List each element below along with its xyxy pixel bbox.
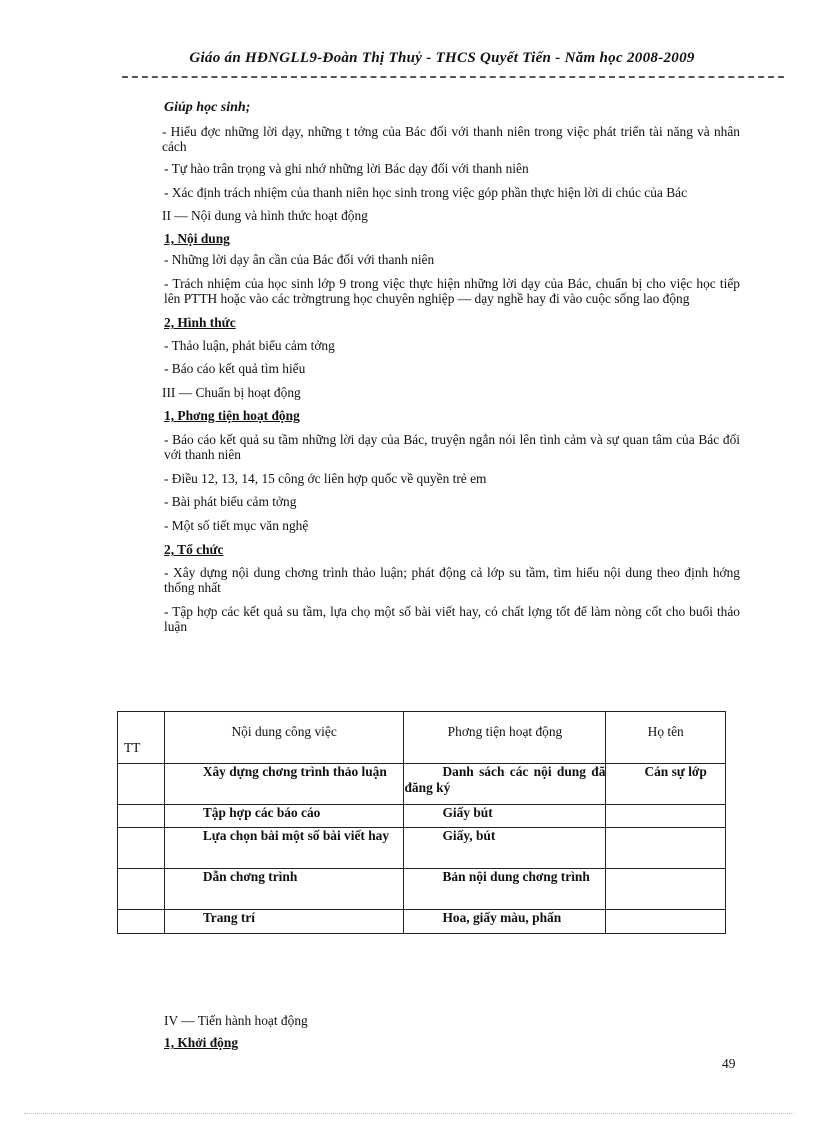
cell-task: Tập hợp các báo cáo — [164, 805, 404, 828]
cell-means: Danh sách các nội dung đã đăng ký — [404, 764, 606, 805]
form-subheading: 2, Hình thức — [164, 315, 236, 330]
cell-means: Hoa, giấy màu, phấn — [404, 910, 606, 934]
cell-person — [606, 869, 726, 910]
page-header: Giáo án HĐNGLL9-Đoàn Thị Thuỷ - THCS Quyết Tiến - Năm học 2008-2009 — [189, 50, 695, 66]
header-person-label: Họ tên — [647, 724, 684, 739]
cell-person — [606, 805, 726, 828]
part4-block — [164, 1010, 308, 1054]
form-item-1: - Thảo luận, phát biểu cảm tởng — [164, 338, 335, 353]
means-item-3: - Bài phát biểu cảm tởng — [164, 494, 297, 509]
cell-tt — [118, 805, 165, 828]
part3-title: III — Chuẩn bị hoạt động — [162, 385, 301, 400]
cell-person — [606, 910, 726, 934]
page-number: 49 — [722, 1056, 736, 1071]
content-item-1: - Những lời dạy ân cần của Bác đối với thanh niên — [164, 252, 435, 267]
cell-means: Giấy, bút — [404, 828, 606, 869]
means-item-1: - Báo cáo kết quả su tầm những lời dạy của Bác, truyện ngắn nói lên tình cảm và sự quan tâm của Bác đối với thanh niên — [164, 432, 740, 462]
header-tt-label: TT — [124, 740, 141, 755]
means-subheading: 1, Phơng tiện hoạt động — [164, 408, 300, 423]
header-means — [404, 712, 606, 764]
cell-tt — [118, 869, 165, 910]
cell-means: Bản nội dung chơng trình — [404, 869, 606, 910]
document-body — [164, 98, 740, 634]
content-subheading: 1, Nội dung — [164, 231, 230, 246]
cell-tt — [118, 764, 165, 805]
header-means-label: Phơng tiện hoạt động — [447, 724, 563, 739]
header-divider — [122, 76, 784, 78]
goal-2: - Tự hào trân trọng và ghi nhớ những lời Bác dạy đối với thanh niên — [164, 161, 529, 176]
cell-means: Giấy bút — [404, 805, 606, 828]
table-row — [118, 828, 726, 869]
org-subheading: 2, Tổ chức — [164, 542, 224, 557]
cell-task: Xây dựng chơng trình thảo luận — [164, 764, 404, 805]
goal-3: - Xác định trách nhiệm của thanh niên học sinh trong việc góp phần thực hiện lời di chúc của Bác — [164, 185, 688, 200]
header-tt — [118, 712, 165, 764]
cell-person: Cán sự lớp — [606, 764, 726, 805]
org-item-1: - Xây dựng nội dung chơng trình thảo luận; phát động cả lớp su tầm, tìm hiểu nội dung theo định hớng thống nhất — [164, 565, 740, 595]
goal-1-text: - Hiểu đợc những lời dạy, những t tởng của Bác đối với thanh niên trong việc phát triển tài năng và nhân cách — [162, 124, 740, 154]
part4-title: IV — Tiến hành hoạt động — [164, 1013, 308, 1028]
cell-tt — [118, 828, 165, 869]
section-title: Giúp học sinh; — [164, 100, 251, 115]
table-row — [118, 805, 726, 828]
header-person — [606, 712, 726, 764]
task-table — [117, 711, 726, 934]
table-row — [118, 764, 726, 805]
table-row — [118, 910, 726, 934]
goal-1 — [162, 124, 740, 154]
cell-task: Lựa chọn bài một số bài viết hay — [164, 828, 404, 869]
header-task — [164, 712, 404, 764]
part2-title: II — Nội dung và hình thức hoạt động — [162, 208, 368, 223]
table-row — [118, 869, 726, 910]
cell-tt — [118, 910, 165, 934]
content-item-2: - Trách nhiệm của học sinh lớp 9 trong việc thực hiện những lời dạy của Bác, chuẩn bị cho việc học tiếp lên PTTH hoặc vào các trờngtrung học chuyên nghiệp — dạy nghề hay đi vào cuộc sống lao động — [164, 276, 740, 306]
table-header-row — [118, 712, 726, 764]
header-task-label: Nội dung công việc — [231, 724, 337, 739]
form-item-2: - Báo cáo kết quả tìm hiểu — [164, 361, 306, 376]
start-subheading: 1, Khởi động — [164, 1035, 239, 1050]
cell-person — [606, 828, 726, 869]
bottom-divider — [24, 1113, 794, 1114]
means-item-4: - Một số tiết mục văn nghệ — [164, 518, 309, 533]
cell-task: Dẫn chơng trình — [164, 869, 404, 910]
cell-task: Trang trí — [164, 910, 404, 934]
means-item-2: - Điều 12, 13, 14, 15 công ớc liên hợp quốc về quyền trẻ em — [164, 471, 487, 486]
org-item-2: - Tập hợp các kết quả su tầm, lựa chọ một số bài viết hay, có chất lợng tốt để làm nòng cốt cho buổi thảo luận — [164, 604, 740, 634]
